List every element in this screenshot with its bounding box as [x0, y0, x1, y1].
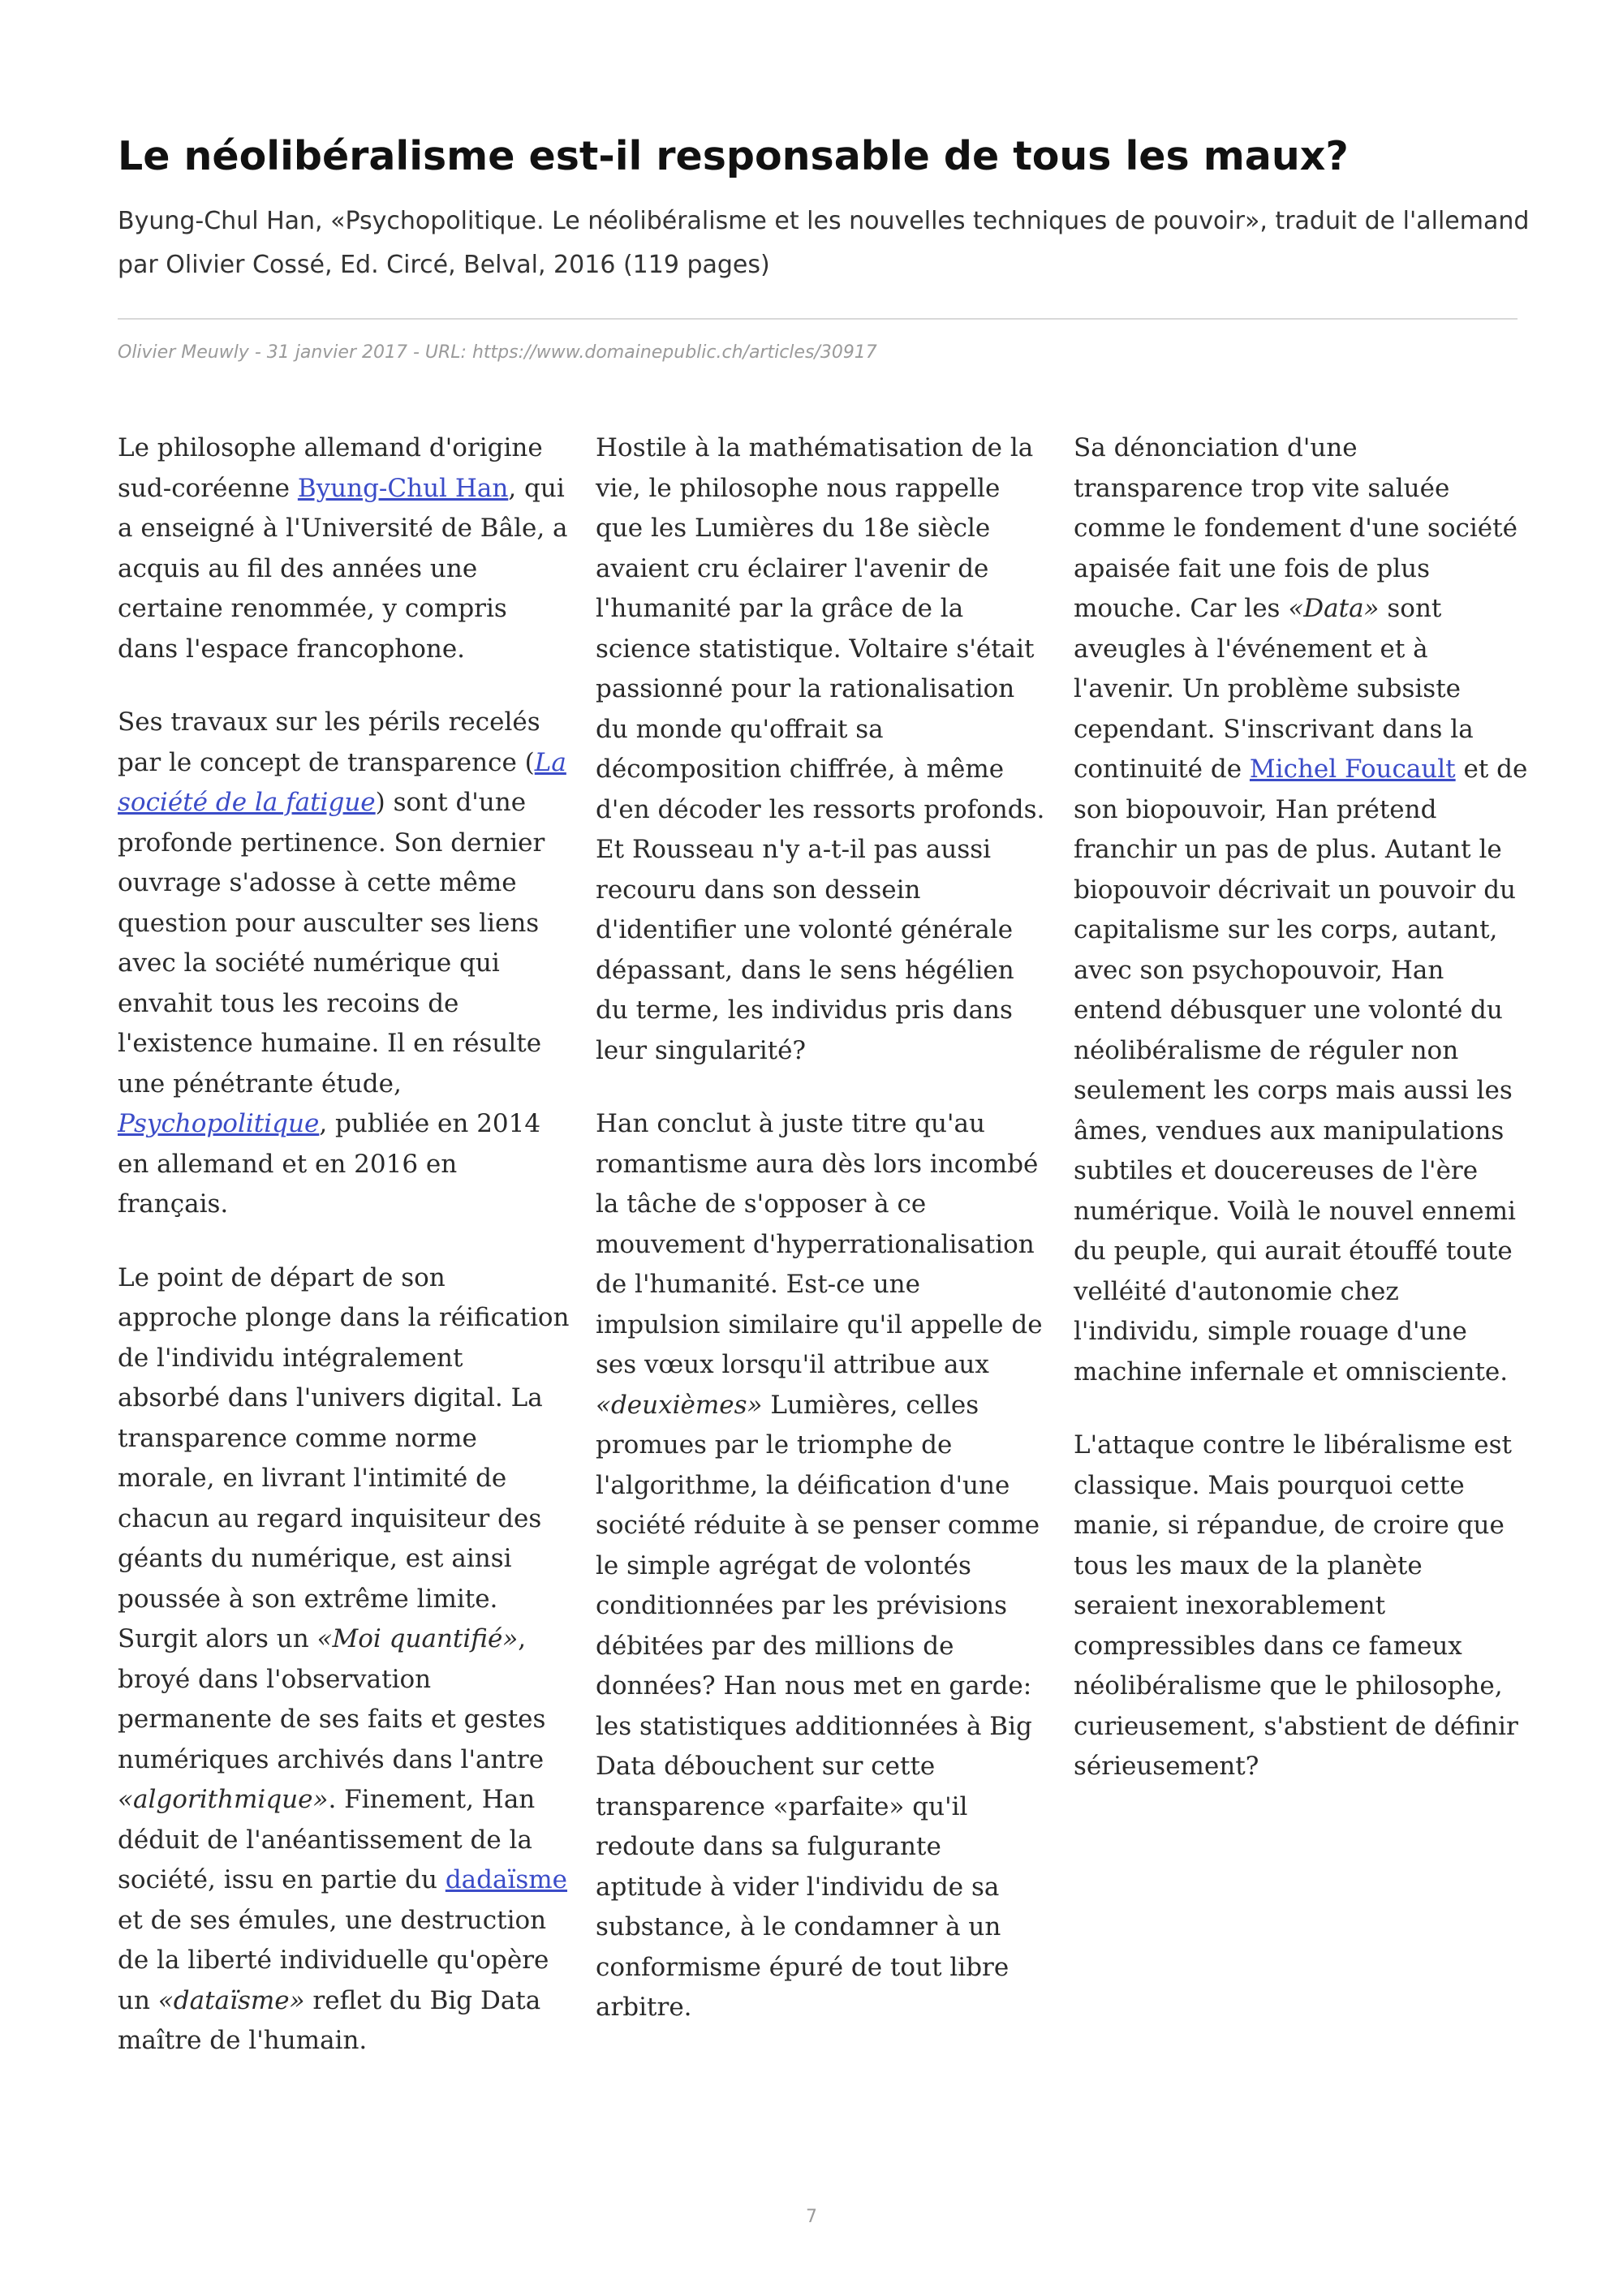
text-run: et de son biopouvoir, Han prétend franchir un pas de plus. Autant le biopouvoir décrivait un pouvoir du capitalisme sur les corps, autant, avec son psychopouvoir, Han entend débusquer une volonté du néolibéralisme de réguler non seulement les corps mais aussi les âmes, vendues aux manipulations subtiles et doucereuses de l'ère numérique. Voilà le nouvel ennemi du peuple, qui aurait étouffé toute velléité d'autonomie chez l'individu, simple rouage d'une machine infernale et omnisciente.: [1074, 755, 1528, 1387]
text-run: et de ses émules, une destruction de la liberté individuelle qu'opère un: [118, 1905, 549, 2015]
text-run: . Finement, Han déduit de l'anéantissement de la société, issu en partie du: [118, 1785, 536, 1894]
paragraph-6: [1074, 428, 1528, 1392]
paragraph-1: [118, 428, 572, 669]
text-column-2: [596, 428, 1050, 2062]
text-run: , publiée en 2014 en allemand et en 2016 en français.: [118, 1109, 541, 1219]
text-run: reflet du Big Data maître de l'humain.: [118, 1985, 541, 2055]
text-column-1: [118, 428, 572, 2095]
emphasis: «dataïsme»: [157, 1985, 305, 2015]
page-number: 7: [806, 2207, 817, 2227]
text-column-3: [1074, 428, 1528, 1821]
text-run: , broyé dans l'observation permanente de ses faits et gestes numériques archivés dans l'antre: [118, 1624, 546, 1774]
header-divider: [118, 318, 1518, 320]
emphasis: «Moi quantifié»: [316, 1624, 519, 1653]
paragraph-7: L'attaque contre le libéralisme est classique. Mais pourquoi cette manie, si répandue, de croire que tous les maux de la planète seraient inexorablement compressibles dans ce fameux néolibéralisme que le philosophe, curieusement, s'abstient de définir sérieusement?: [1074, 1430, 1518, 1781]
text-run: Le point de départ de son approche plonge dans la réification de l'individu intégralement absorbé dans l'univers digital. La transparence comme norme morale, en livrant l'intimité de chacun au regard inquisiteur des géants du numérique, est ainsi poussée à son extrême limite. Surgit alors un: [118, 1262, 570, 1653]
text-run: ) sont d'une profonde pertinence. Son dernier ouvrage s'adosse à cette même question pour ausculter ses liens avec la société numérique qui envahit tous les recoins de l'existence humaine. Il en résulte une pénétrante étude,: [118, 788, 545, 1099]
article-title: Le néolibéralisme est-il responsable de tous les maux?: [118, 133, 1349, 179]
text-run: Le philosophe allemand d'origine sud-coréenne: [118, 433, 543, 503]
link-text: La société de la fatigue: [118, 747, 566, 817]
paragraph-2: [118, 703, 572, 1225]
emphasis: «deuxièmes»: [596, 1390, 763, 1420]
paragraph-5: [596, 1104, 1050, 2028]
link-byung-chul-han[interactable]: Byung-Chul Han: [297, 473, 509, 503]
article-subtitle: Byung-Chul Han, «Psychopolitique. Le néolibéralisme et les nouvelles techniques de pouvoir», traduit de l'allemand par Olivier Cossé, Ed. Circé, Belval, 2016 (119 pages): [118, 207, 1530, 279]
emphasis: «Data»: [1288, 594, 1380, 623]
text-run: sont aveugles à l'événement et à l'avenir. Un problème subsiste cependant. S'inscrivant dans la continuité de: [1074, 594, 1474, 784]
text-run: Ses travaux sur les périls recelés par le concept de transparence (: [118, 707, 540, 777]
link-dadaisme[interactable]: dadaïsme: [445, 1865, 568, 1894]
link-psychopolitique[interactable]: [118, 1109, 319, 1138]
paragraph-3: [118, 1258, 572, 2062]
text-run: Lumières, celles promues par le triomphe de l'algorithme, la déification d'une société réduite à se penser comme le simple agrégat de volontés conditionnées par les prévisions débitées par des millions de données? Han nous met en garde: les statistiques additionnées à Big Data débouchent sur cette transparence «parfaite» qu'il redoute dans sa fulgurante aptitude à vider l'individu de sa substance, à le condamner à un conformisme épuré de tout libre arbitre.: [596, 1390, 1040, 2022]
text-run: Sa dénonciation d'une transparence trop vite saluée comme le fondement d'une société apaisée fait une fois de plus mouche. Car les: [1074, 433, 1518, 623]
text-run: Han conclut à juste titre qu'au romantisme aura dès lors incombé la tâche de s'opposer à ce mouvement d'hyperrationalisation de l'humanité. Est-ce une impulsion similaire qu'il appelle de ses vœux lorsqu'il attribue aux: [596, 1109, 1043, 1379]
text-run: , qui a enseigné à l'Université de Bâle, a acquis au fil des années une certaine renommée, y compris dans l'espace francophone.: [118, 473, 568, 664]
link-michel-foucault[interactable]: Michel Foucault: [1249, 755, 1456, 784]
article-meta: Olivier Meuwly - 31 janvier 2017 - URL: https://www.domainepublic.ch/articles/30917: [118, 342, 877, 363]
paragraph-4: Hostile à la mathématisation de la vie, le philosophe nous rappelle que les Lumières du 18e siècle avaient cru éclairer l'avenir de l'humanité par la grâce de la science statistique. Voltaire s'était passionné pour la rationalisation du monde qu'offrait sa décomposition chiffrée, à même d'en décoder les ressorts profonds. Et Rousseau n'y a-t-il pas aussi recouru dans son dessein d'identifier une volonté générale dépassant, dans le sens hégélien du terme, les individus pris dans leur singularité?: [596, 433, 1045, 1065]
link-text: Psychopolitique: [118, 1109, 320, 1138]
emphasis: «algorithmique»: [118, 1785, 329, 1814]
